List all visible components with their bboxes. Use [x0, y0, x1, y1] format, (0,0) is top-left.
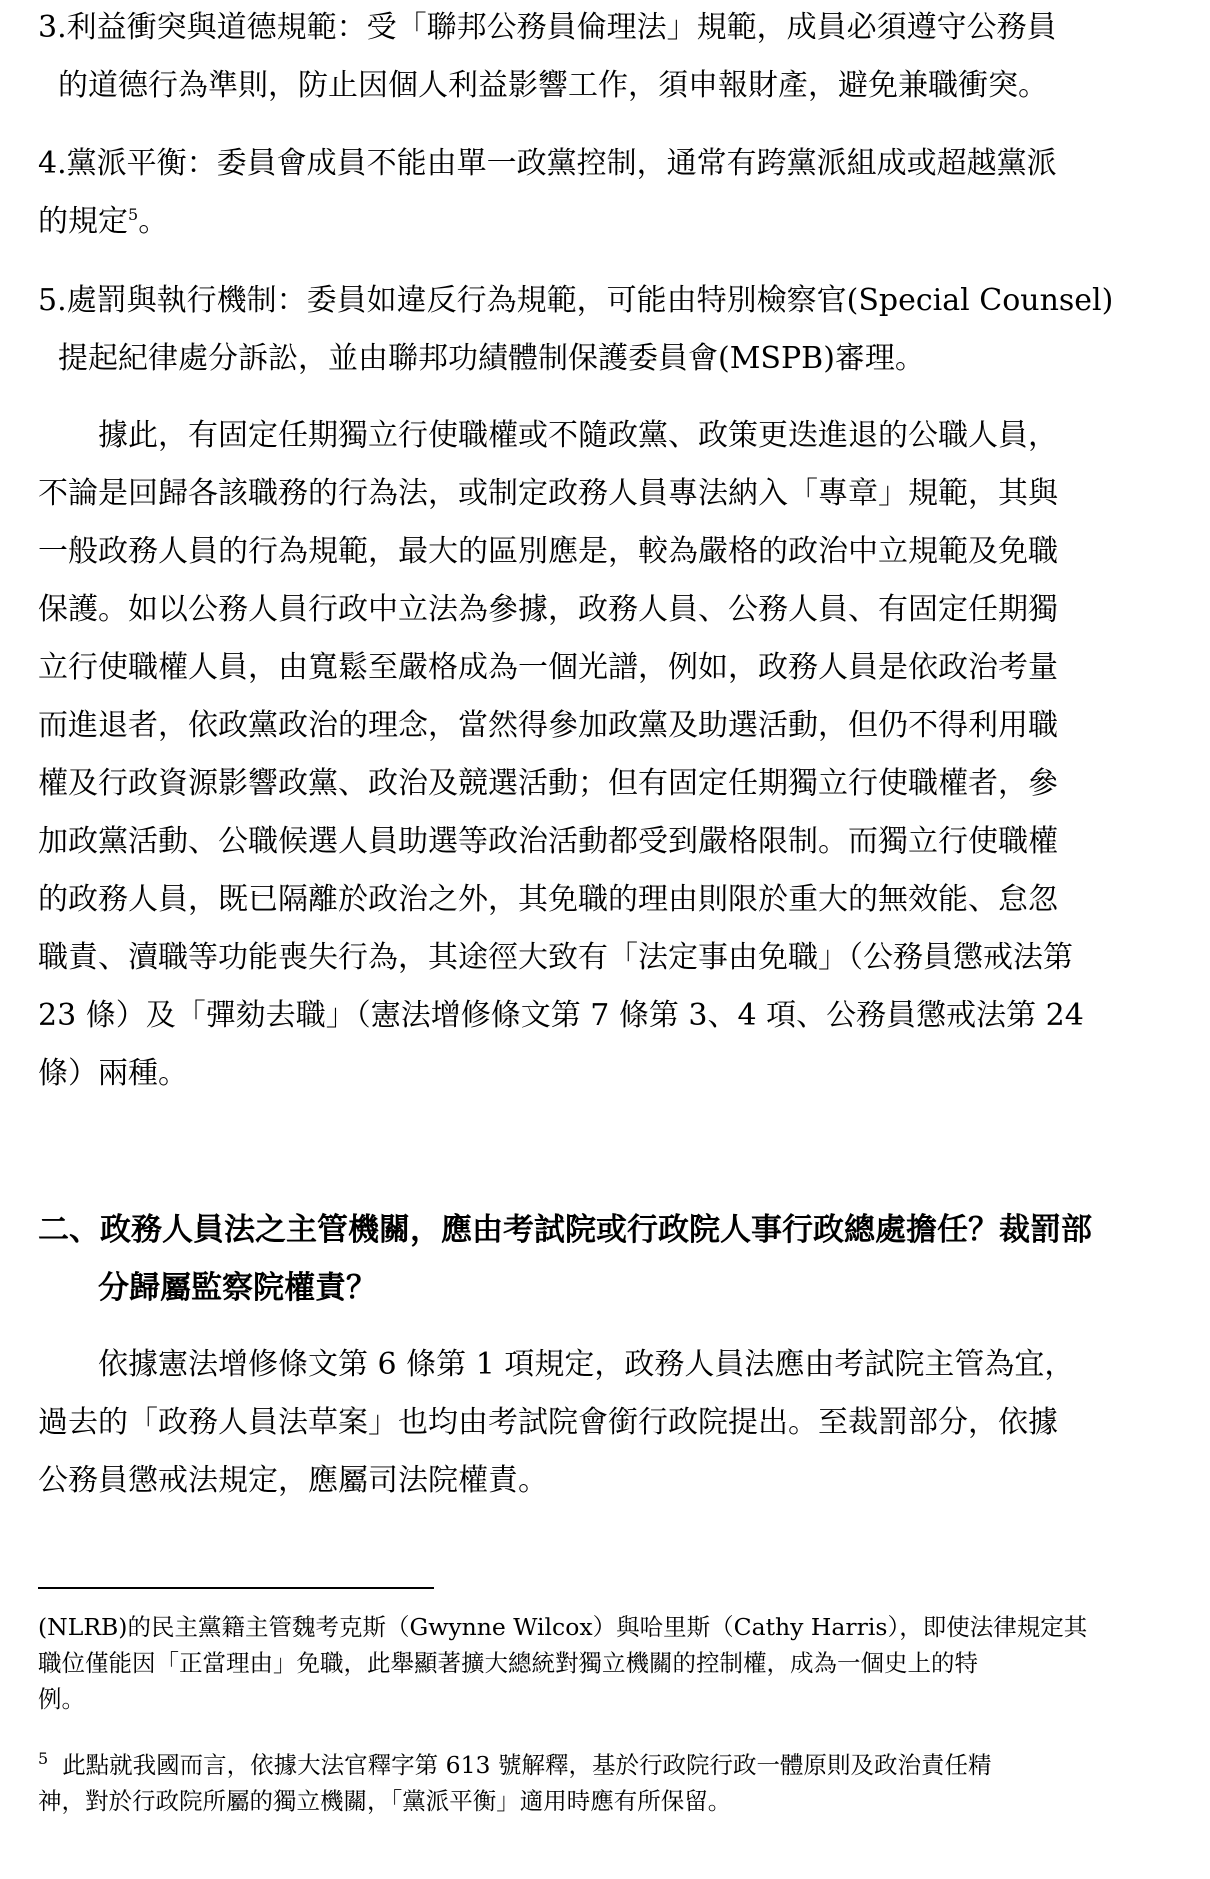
para1-line-4: 保護。如以公務人員行政中立法為參據，政務人員、公務人員、有固定任期獨: [38, 592, 1058, 627]
footnote-cont-line-1: (NLRB)的民主黨籍主管魏考克斯（Gwynne Wilcox）與哈里斯（Cathy Harris），即使法律規定其: [38, 1613, 1088, 1641]
footnote-cont-line-2: 職位僅能因「正當理由」免職，此舉顯著擴大總統對獨立機關的控制權，成為一個史上的特: [38, 1649, 978, 1677]
para1-line-5: 立行使職權人員，由寬鬆至嚴格成為一個光譜，例如，政務人員是依政治考量: [38, 650, 1058, 685]
item-5-line-2: 提起紀律處分訴訟，並由聯邦功績體制保護委員會(MSPB)審理。: [58, 341, 925, 376]
footnote-5-line-1: [38, 1748, 991, 1782]
item-4-text: 的規定: [38, 204, 128, 239]
footnote-cont-line-3: 例。: [38, 1685, 85, 1713]
item-3-line-1: 3.利益衝突與道德規範：受「聯邦公務員倫理法」規範，成員必須遵守公務員: [38, 10, 1057, 45]
item-3-line-2: 的道德行為準則，防止因個人利益影響工作，須申報財產，避免兼職衝突。: [58, 68, 1048, 103]
para2-line-2: 過去的「政務人員法草案」也均由考試院會銜行政院提出。至裁罰部分，依據: [38, 1405, 1058, 1440]
para2-line-1: 依據憲法增修條文第 6 條第 1 項規定，政務人員法應由考試院主管為宜，: [98, 1347, 1075, 1382]
para1-line-11: 23 條）及「彈劾去職」（憲法增修條文第 7 條第 3、4 項、公務員懲戒法第 24: [38, 998, 1084, 1033]
footnote-5-line-2: 神，對於行政院所屬的獨立機關，「黨派平衡」適用時應有所保留。: [38, 1787, 732, 1815]
footnote-5-text: 此點就我國而言，依據大法官釋字第 613 號解釋，基於行政院行政一體原則及政治責任精: [62, 1751, 992, 1779]
item-5-line-1: 5.處罰與執行機制：委員如違反行為規範，可能由特別檢察官(Special Counsel): [38, 283, 1114, 318]
footnote-separator: [38, 1587, 434, 1589]
para1-line-10: 職責、瀆職等功能喪失行為，其途徑大致有「法定事由免職」（公務員懲戒法第: [38, 940, 1073, 975]
item-4-line-2: [38, 202, 168, 242]
item-4-end: 。: [138, 204, 169, 239]
footnote-5-mark: 5: [38, 1749, 49, 1769]
para1-line-2: 不論是回歸各該職務的行為法，或制定政務人員專法納入「專章」規範，其與: [38, 476, 1058, 511]
para1-line-3: 一般政務人員的行為規範，最大的區別應是，較為嚴格的政治中立規範及免職: [38, 534, 1058, 569]
para1-line-8: 加政黨活動、公職候選人員助選等政治活動都受到嚴格限制。而獨立行使職權: [38, 824, 1058, 859]
para1-line-1: 據此，有固定任期獨立行使職權或不隨政黨、政策更迭進退的公職人員，: [98, 418, 1058, 453]
footnote-ref-5[interactable]: 5: [128, 205, 139, 224]
para1-line-7: 權及行政資源影響政黨、政治及競選活動；但有固定任期獨立行使職權者，參: [38, 766, 1058, 801]
para2-line-3: 公務員懲戒法規定，應屬司法院權責。: [38, 1463, 548, 1498]
item-4-line-1: 4.黨派平衡：委員會成員不能由單一政黨控制，通常有跨黨派組成或超越黨派: [38, 146, 1057, 181]
para1-line-9: 的政務人員，既已隔離於政治之外，其免職的理由則限於重大的無效能、怠忽: [38, 882, 1058, 917]
section-heading-line-1: 二、政務人員法之主管機關，應由考試院或行政院人事行政總處擔任？裁罰部: [38, 1212, 1092, 1248]
section-heading-line-2: 分歸屬監察院權責？: [98, 1270, 377, 1306]
para1-line-6: 而進退者，依政黨政治的理念，當然得參加政黨及助選活動，但仍不得利用職: [38, 708, 1058, 743]
para1-line-12: 條）兩種。: [38, 1056, 188, 1091]
